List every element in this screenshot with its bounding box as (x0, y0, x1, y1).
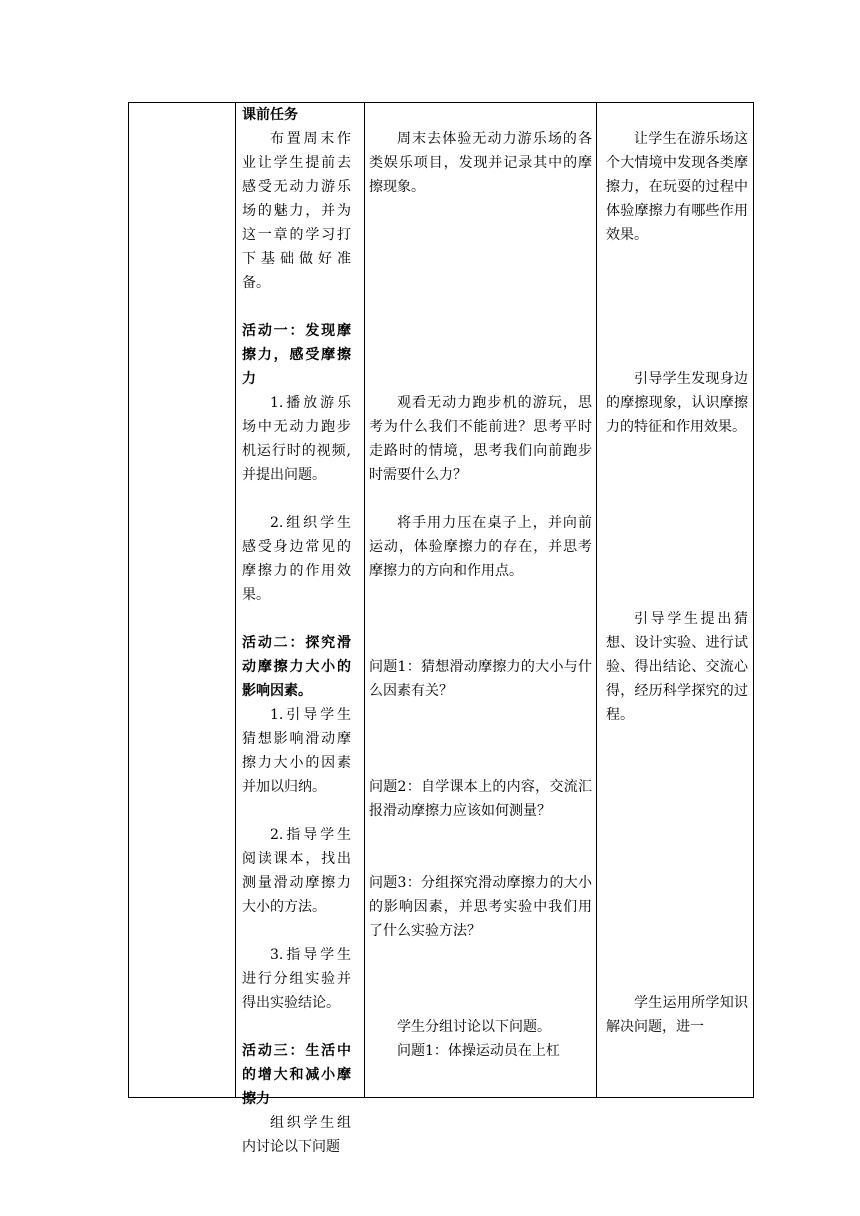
intent-1: 让学生在游乐场这个大情境中发现各类摩擦力，在玩耍的过程中体验摩擦力有哪些作用效果。 (606, 131, 748, 243)
teacher-activity-column (236, 103, 355, 1155)
intent-4: 学生运用所学知识解决问题，进一 (606, 995, 748, 1035)
student-group-discussion: 学生分组讨论以下问题。 (397, 1019, 551, 1035)
activity3-text: 组织学生组内讨论以下问题 (242, 1115, 351, 1155)
pre-task-heading: 课前任务 (242, 107, 298, 123)
activity2-heading: 活动二：探究滑动摩擦力大小的影响因素。 (242, 635, 351, 699)
activity3-heading: 活动三：生活中的增大和减小摩擦力 (242, 1043, 351, 1107)
activity2-step1: 1.引导学生猜想影响滑动摩擦力大小的因素并加以归纳。 (242, 707, 351, 795)
student-activity-column (365, 103, 596, 1097)
pre-task-text: 布置周末作业让学生提前去感受无动力游乐场的魅力，并为这一章的学习打下基础做好准备。 (242, 131, 351, 291)
student-question-2: 问题2：自学课本上的内容，交流汇报滑动摩擦力应该如何测量？ (369, 779, 592, 819)
student-weekend-task: 周末去体验无动力游乐场的各类娱乐项目，发现并记录其中的摩擦现象。 (369, 131, 592, 195)
design-intent-column (602, 103, 751, 1097)
column-divider (596, 103, 597, 1097)
intent-2: 引导学生发现身边的摩擦现象，认识摩擦力的特征和作用效果。 (606, 371, 748, 435)
lesson-table (128, 102, 754, 1155)
student-hand-press: 将手用力压在桌子上，并向前运动，体验摩擦力的存在，并思考摩擦力的方向和作用点。 (369, 515, 592, 579)
activity2-step2: 2.指导学生阅读课本，找出测量滑动摩擦力大小的方法。 (242, 827, 351, 915)
student-treadmill-question: 观看无动力跑步机的游玩，思考为什么我们不能前进？思考平时走路时的情境，思考我们向前跑步时需要什么力？ (369, 395, 592, 483)
student-question-3: 问题3：分组探究滑动摩擦力的大小的影响因素，并思考实验中我们用了什么实验方法？ (369, 875, 592, 939)
activity1-heading: 活动一：发现摩擦力，感受摩擦力 (242, 323, 351, 387)
student-discussion-question-1: 问题1：体操运动员在上杠 (397, 1043, 560, 1059)
activity1-step1: 1.播放游乐场中无动力跑步机运行时的视频,并提出问题。 (242, 395, 351, 483)
intent-3: 引导学生提出猜想、设计实验、进行试验、得出结论、交流心得，经历科学探究的过程。 (606, 611, 748, 723)
activity1-step2: 2.组织学生感受身边常见的摩擦力的作用效果。 (242, 515, 351, 603)
student-question-1: 问题1：猜想滑动摩擦力的大小与什么因素有关？ (369, 659, 592, 699)
activity2-step3: 3.指导学生进行分组实验并得出实验结论。 (242, 947, 351, 1011)
